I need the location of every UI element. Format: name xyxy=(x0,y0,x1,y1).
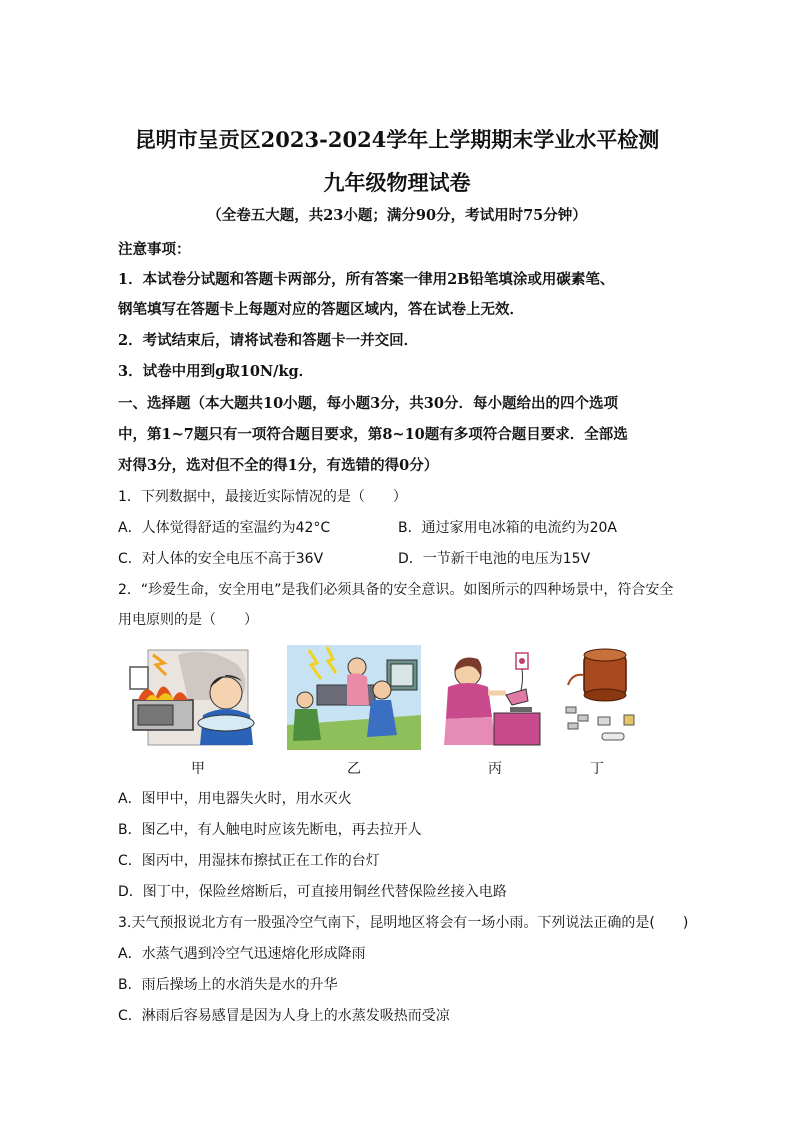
notice-item-3: 3．试卷中用到g取10N/kg． xyxy=(118,363,314,380)
exam-title: 昆明市呈贡区2023-2024学年上学期期末学业水平检测 xyxy=(134,127,660,152)
figure-ding-image xyxy=(562,645,642,750)
q1-option-b: B．通过家用电冰箱的电流约为20A xyxy=(398,520,617,536)
notice-item-2: 2．考试结束后，请将试卷和答题卡一并交回． xyxy=(118,332,419,349)
q3-option-a: A．水蒸气遇到冷空气迅速熔化形成降雨 xyxy=(118,946,366,962)
q1-option-a: A．人体觉得舒适的室温约为42°C xyxy=(118,520,331,536)
q2-stem-line-2: 用电原则的是（ ） xyxy=(118,612,258,628)
caption-ding: 丁 xyxy=(590,761,604,777)
q3-option-b: B．雨后操场上的水消失是水的升华 xyxy=(118,977,338,993)
exam-info: （全卷五大题，共23小题；满分90分，考试用时75分钟） xyxy=(207,207,587,224)
caption-bing: 丙 xyxy=(488,761,502,777)
q1-option-d: D．一节新干电池的电压为15V xyxy=(398,551,591,567)
q2-option-b: B．图乙中，有人触电时应该先断电，再去拉开人 xyxy=(118,822,422,838)
caption-jia: 甲 xyxy=(191,761,205,777)
q1-option-c: C．对人体的安全电压不高于36V xyxy=(118,551,324,567)
notice-heading: 注意事项： xyxy=(118,241,191,258)
caption-yi: 乙 xyxy=(347,761,361,777)
figure-jia-image xyxy=(118,645,268,750)
q2-option-a: A．图甲中，用电器失火时，用水灭火 xyxy=(118,791,352,807)
q2-option-c: C．图丙中，用湿抹布擦拭正在工作的台灯 xyxy=(118,853,380,869)
figure-bing-image xyxy=(440,645,552,750)
exam-subtitle: 九年级物理试卷 xyxy=(323,170,471,195)
q1-stem: 1．下列数据中，最接近实际情况的是（ ） xyxy=(118,489,407,505)
q2-option-d: D．图丁中，保险丝熔断后，可直接用铜丝代替保险丝接入电路 xyxy=(118,884,507,900)
q3-option-c: C．淋雨后容易感冒是因为人身上的水蒸发吸热而受凉 xyxy=(118,1008,450,1024)
section1-line-2: 中，第1~7题只有一项符合题目要求，第8~10题有多项符合题目要求．全部选 xyxy=(118,426,628,443)
notice-item-1: 1．本试卷分试题和答题卡两部分，所有答案一律用2B铅笔填涂或用碳素笔、 xyxy=(118,271,615,288)
q3-stem: 3.天气预报说北方有一股强冷空气南下，昆明地区将会有一场小雨。下列说法正确的是( ) xyxy=(118,915,689,931)
figure-yi-image xyxy=(287,645,421,750)
section1-line-3: 对得3分，选对但不全的得1分，有选错的得0分） xyxy=(118,457,439,474)
notice-item-1-cont: 钢笔填写在答题卡上每题对应的答题区域内，答在试卷上无效． xyxy=(118,301,524,318)
q2-stem-line-1: 2．“珍爱生命，安全用电”是我们必须具备的安全意识。如图所示的四种场景中，符合安全 xyxy=(118,582,674,598)
section1-line-1: 一、选择题（本大题共10小题，每小题3分，共30分．每小题给出的四个选项 xyxy=(118,395,618,412)
